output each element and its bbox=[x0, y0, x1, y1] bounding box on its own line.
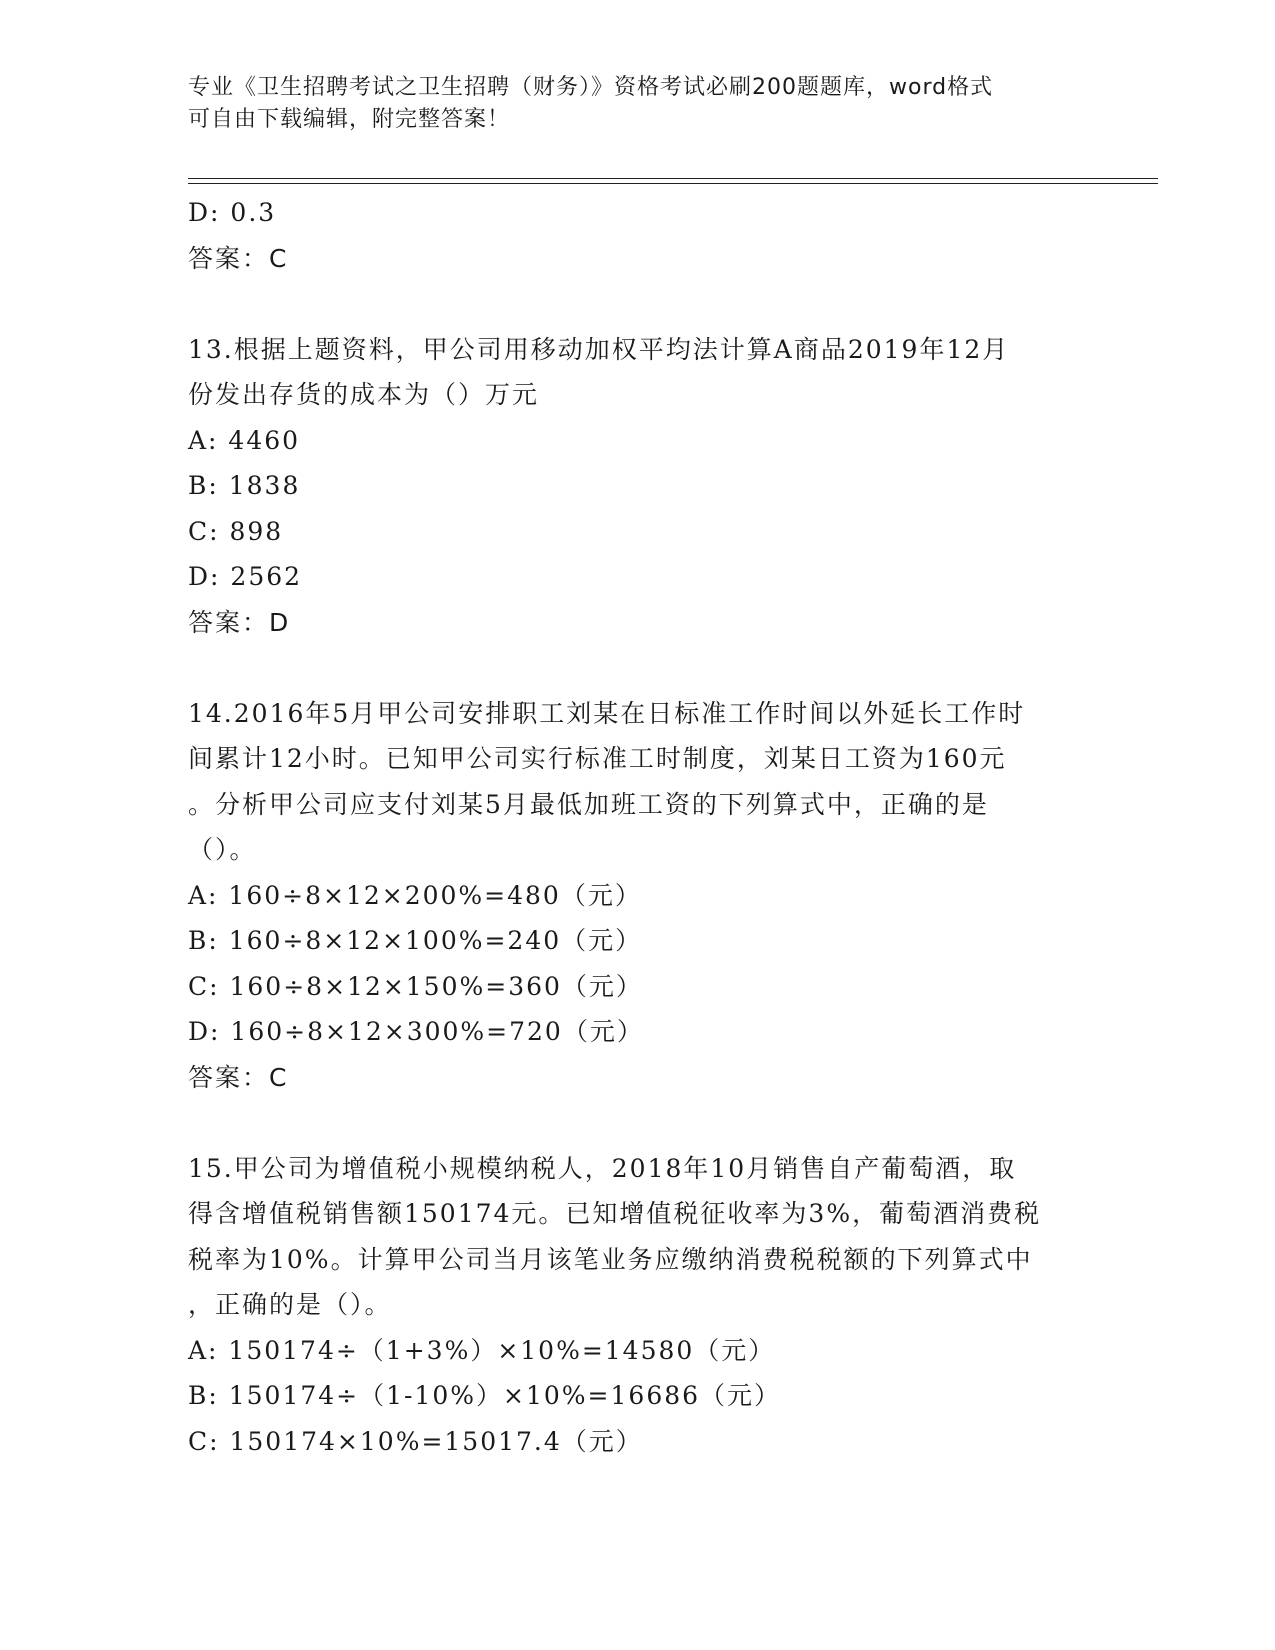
question-13 bbox=[188, 327, 1088, 646]
question-text-line: 15.甲公司为增值税小规模纳税人，2018年10月销售自产葡萄酒，取 bbox=[188, 1153, 1017, 1183]
option-d: D: 160÷8×12×300%=720（元） bbox=[188, 1017, 644, 1046]
option-b: B: 1838 bbox=[188, 471, 301, 500]
question-14 bbox=[188, 691, 1088, 1101]
answer: 答案：C bbox=[188, 243, 289, 273]
document-body bbox=[188, 190, 1088, 1464]
question-text-line: 14.2016年5月甲公司安排职工刘某在日标准工作时间以外延长工作时 bbox=[188, 698, 1026, 728]
option-b: B: 150174÷（1-10%）×10%=16686（元） bbox=[188, 1381, 782, 1410]
question-text-line: 税率为10%。计算甲公司当月该笔业务应缴纳消费税税额的下列算式中 bbox=[188, 1244, 1033, 1274]
header-line-2: 可自由下载编辑，附完整答案！ bbox=[188, 107, 511, 132]
previous-question-tail bbox=[188, 190, 1088, 281]
question-text-line: （）。 bbox=[188, 835, 257, 864]
header-divider-top bbox=[188, 178, 1158, 179]
document-header bbox=[188, 72, 1088, 136]
option-a: A: 160÷8×12×200%=480（元） bbox=[188, 880, 642, 910]
answer: 答案：C bbox=[188, 1062, 289, 1092]
question-text-line: 得含增值税销售额150174元。已知增值税征收率为3%，葡萄酒消费税 bbox=[188, 1199, 1042, 1228]
option-a: A: 4460 bbox=[188, 425, 301, 455]
question-text-line: 份发出存货的成本为（）万元 bbox=[188, 380, 540, 409]
option-c: C: 150174×10%=15017.4（元） bbox=[188, 1426, 643, 1456]
option-a: A: 150174÷（1+3%）×10%=14580（元） bbox=[188, 1335, 776, 1365]
option-d: D: 2562 bbox=[188, 562, 303, 591]
header-line-1: 专业《卫生招聘考试之卫生招聘（财务）》资格考试必刷200题题库，word格式 bbox=[188, 75, 994, 100]
header-divider-bottom bbox=[188, 183, 1158, 184]
question-text-line: ，正确的是（）。 bbox=[188, 1290, 392, 1319]
question-text-line: 13.根据上题资料，甲公司用移动加权平均法计算A商品2019年12月 bbox=[188, 334, 1010, 364]
question-text-line: 间累计12小时。已知甲公司实行标准工时制度，刘某日工资为160元 bbox=[188, 744, 1007, 773]
option-d: D: 0.3 bbox=[188, 198, 277, 227]
spacer bbox=[188, 645, 1088, 691]
option-c: C: 160÷8×12×150%=360（元） bbox=[188, 971, 643, 1001]
answer: 答案：D bbox=[188, 607, 291, 637]
option-c: C: 898 bbox=[188, 516, 284, 546]
option-b: B: 160÷8×12×100%=240（元） bbox=[188, 926, 643, 955]
question-text-line: 。分析甲公司应支付刘某5月最低加班工资的下列算式中，正确的是 bbox=[188, 789, 989, 819]
spacer bbox=[188, 1100, 1088, 1146]
spacer bbox=[188, 281, 1088, 327]
question-15 bbox=[188, 1146, 1088, 1465]
